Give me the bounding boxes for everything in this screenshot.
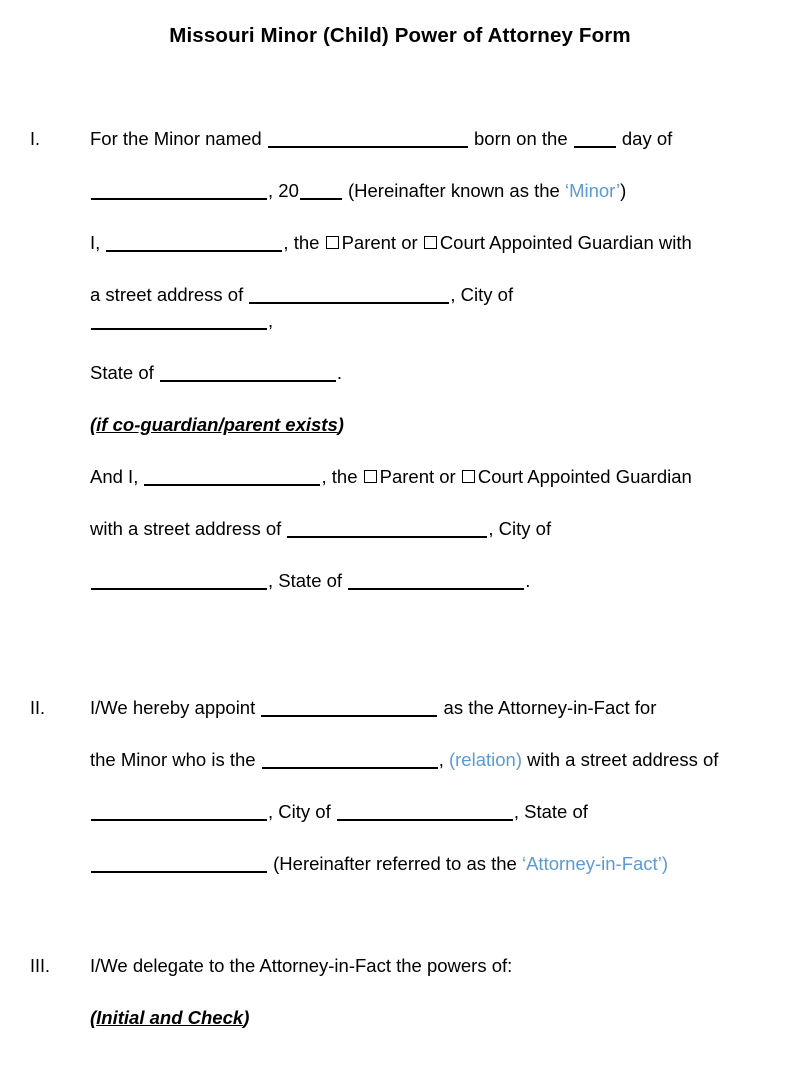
street-address-label-one: a street address of	[90, 284, 244, 305]
hereinafter-minor-open: (Hereinafter known as the	[348, 180, 565, 201]
co-guardian-note-open: (	[90, 414, 97, 435]
co-guardian-note-text: if co-guardian/parent exists	[96, 414, 338, 435]
initial-and-check-close: )	[243, 1007, 250, 1028]
section-iii-numeral: III.	[30, 956, 51, 976]
initial-and-check-note	[90, 1005, 758, 1031]
with-street-address-of-label: with a street address of	[527, 749, 719, 770]
i-label: I,	[90, 232, 101, 253]
guardian-two-name-blank[interactable]	[144, 467, 320, 487]
minor-name-birthdate-line	[90, 126, 758, 152]
court-appointed-guardian-label-one: Court Appointed Guardian with	[439, 232, 692, 253]
guardian-two-city-blank[interactable]	[91, 571, 267, 591]
attorney-in-fact-street-blank[interactable]	[91, 802, 267, 822]
relation-term: (relation)	[448, 749, 522, 770]
section-iii-body	[90, 953, 758, 1031]
guardian-one-street-blank[interactable]	[249, 285, 449, 305]
checkbox-court-appointed-guardian-one[interactable]	[424, 236, 437, 249]
guardian-one-state-line	[90, 360, 758, 386]
delegate-label: I/We delegate to the Attorney-in-Fact the powers of:	[90, 955, 513, 976]
court-appointed-guardian-label-two: Court Appointed Guardian	[477, 466, 692, 487]
birth-day-blank[interactable]	[574, 129, 616, 149]
minor-name-blank[interactable]	[268, 129, 468, 149]
and-i-label: And I,	[90, 466, 139, 487]
born-on-the-label: born on the	[474, 128, 568, 149]
birth-month-blank[interactable]	[91, 181, 267, 201]
parent-label-two: Parent or	[379, 466, 456, 487]
section-i-numeral: I.	[30, 129, 41, 149]
checkbox-parent-two[interactable]	[364, 470, 377, 483]
section-ii-body	[90, 695, 758, 877]
delegate-powers-line	[90, 953, 758, 979]
attorney-in-fact-state-line	[90, 851, 758, 877]
guardian-one-state-blank[interactable]	[160, 363, 336, 383]
guardian-two-street-blank[interactable]	[287, 519, 487, 539]
day-of-label: day of	[621, 128, 673, 149]
page-title: Missouri Minor (Child) Power of Attorney Form	[169, 24, 631, 47]
aif-state-of-label: , State of	[513, 801, 588, 822]
minor-who-is-the-label: the Minor who is the	[90, 749, 256, 770]
relation-line	[90, 747, 758, 773]
relation-blank[interactable]	[262, 750, 438, 770]
attorney-in-fact-defined-term: ‘Attorney-in-Fact’	[521, 853, 662, 874]
initial-and-check-text: Initial and Check	[96, 1007, 244, 1028]
co-guardian-note-close: )	[337, 414, 344, 435]
hereinafter-aif-close: )	[661, 853, 668, 874]
attorney-in-fact-address-line	[90, 799, 758, 825]
year-prefix: , 20	[268, 180, 299, 201]
guardian-two-state-blank[interactable]	[348, 571, 524, 591]
city-of-label-one: , City of	[450, 284, 514, 305]
birth-month-year-line	[90, 178, 758, 204]
minor-named-label: For the Minor named	[90, 128, 262, 149]
hereinafter-aif-open: (Hereinafter referred to as the	[273, 853, 522, 874]
guardian-one-city-blank[interactable]	[91, 311, 267, 331]
city-trailing-comma-one: ,	[268, 310, 274, 331]
second-state-of-label: , State of	[268, 570, 343, 591]
the-label: , the	[283, 232, 320, 253]
birth-year-blank[interactable]	[300, 181, 342, 201]
parent-label-one: Parent or	[341, 232, 418, 253]
attorney-in-fact-state-blank[interactable]	[91, 854, 267, 874]
minor-defined-term: ‘Minor’	[564, 180, 621, 201]
state-of-label-one: State of	[90, 362, 154, 383]
and-the-label: , the	[321, 466, 358, 487]
guardian-two-address-line	[90, 516, 758, 542]
appoint-attorney-in-fact-line	[90, 695, 758, 721]
attorney-in-fact-name-blank[interactable]	[261, 698, 437, 718]
state-trailing-period-one: .	[336, 362, 343, 383]
section-ii-numeral: II.	[30, 698, 46, 718]
appoint-label: I/We hereby appoint	[90, 697, 256, 718]
guardian-two-role-line	[90, 464, 758, 490]
aif-city-of-label: , City of	[268, 801, 331, 822]
initial-and-check-open: (	[90, 1007, 97, 1028]
second-state-trailing-period: .	[525, 570, 531, 591]
co-guardian-note	[90, 412, 758, 438]
guardian-one-name-blank[interactable]	[106, 233, 282, 253]
guardian-two-city-state-line	[90, 568, 758, 594]
guardian-one-role-line	[90, 230, 758, 256]
guardian-one-address-line	[90, 282, 758, 334]
as-attorney-in-fact-label: as the Attorney-in-Fact for	[443, 697, 657, 718]
section-i-body	[90, 126, 758, 594]
relation-comma: ,	[438, 749, 444, 770]
with-street-address-label-two: with a street address of	[90, 518, 282, 539]
checkbox-parent-one[interactable]	[326, 236, 339, 249]
checkbox-court-appointed-guardian-two[interactable]	[462, 470, 475, 483]
hereinafter-minor-close: )	[620, 180, 627, 201]
city-of-label-two: , City of	[488, 518, 552, 539]
attorney-in-fact-city-blank[interactable]	[337, 802, 513, 822]
